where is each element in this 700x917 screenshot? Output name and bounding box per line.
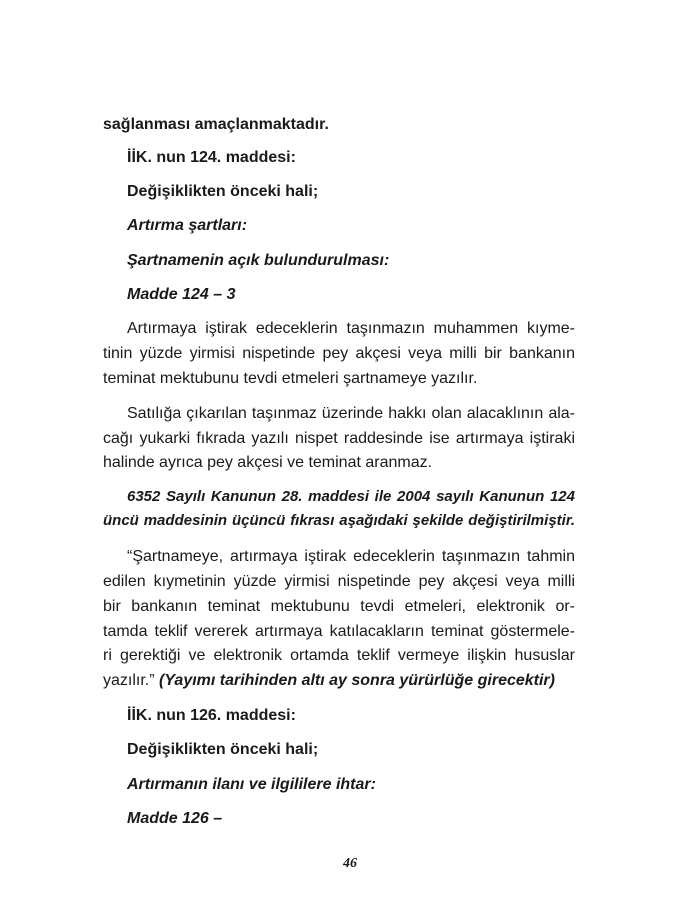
paragraph-line: tamda teklif vererek artırmaya katılacakların teminat göstermele- [103, 623, 575, 640]
paragraph-line: teminat mektubunu tevdi etmeleri şartnameye yazılır. [103, 370, 478, 387]
paragraph-line: ri gerektiği ve elektronik ortamda teklif vermeye ilişkin hususlar [103, 647, 575, 664]
heading-auction-announcement: Artırmanın ilanı ve ilgililere ihtar: [127, 776, 376, 793]
heading-article-124-3: Madde 124 – 3 [127, 286, 236, 303]
paragraph-line: Artırmaya iştirak edeceklerin taşınmazın muhammen kıyme- [127, 320, 575, 337]
paragraph-line: tinin yüzde yirmisi nispetinde pey akçesi veya milli bir bankanın [103, 345, 575, 362]
heading-specification-open: Şartnamenin açık bulundurulması: [127, 252, 390, 269]
paragraph-line: cağı yukarki fıkrada yazılı nispet raddesinde ise artırmaya iştiraki [103, 430, 575, 447]
amendment-note-line: üncü maddesinin üçüncü fıkrası aşağıdaki şekilde değiştirilmiştir. [103, 512, 575, 529]
heading-iik-126: İİK. nun 126. maddesi: [127, 707, 296, 724]
heading-previous-version: Değişiklikten önceki hali; [127, 183, 319, 200]
effective-date-note: (Yayımı tarihinden altı ay sonra yürürlüğe girecektir) [159, 672, 555, 689]
paragraph-line: Satılığa çıkarılan taşınmaz üzerinde hakkı olan alacaklının ala- [127, 405, 575, 422]
heading-auction-conditions: Artırma şartları: [127, 217, 248, 234]
paragraph-line: halinde ayrıca pey akçesi ve teminat aranmaz. [103, 454, 433, 471]
paragraph-line: “Şartnameye, artırmaya iştirak edeceklerin taşınmazın tahmin [127, 548, 575, 565]
paragraph-line: edilen kıymetinin yüzde yirmisi nispetinde pey akçesi veya milli [103, 573, 575, 590]
page-number: 46 [343, 856, 357, 871]
amendment-note-line: 6352 Sayılı Kanunun 28. maddesi ile 2004 sayılı Kanunun 124 [127, 488, 575, 505]
heading-article-126: Madde 126 – [127, 810, 223, 827]
paragraph-line [103, 669, 575, 693]
paragraph-line: bir bankanın teminat mektubunu tevdi etmeleri, elektronik or- [103, 598, 575, 615]
quote-end: yazılır.” [103, 672, 155, 689]
continued-text: sağlanması amaçlanmaktadır. [103, 116, 329, 133]
heading-iik-124: İİK. nun 124. maddesi: [127, 149, 296, 166]
heading-previous-version: Değişiklikten önceki hali; [127, 741, 319, 758]
